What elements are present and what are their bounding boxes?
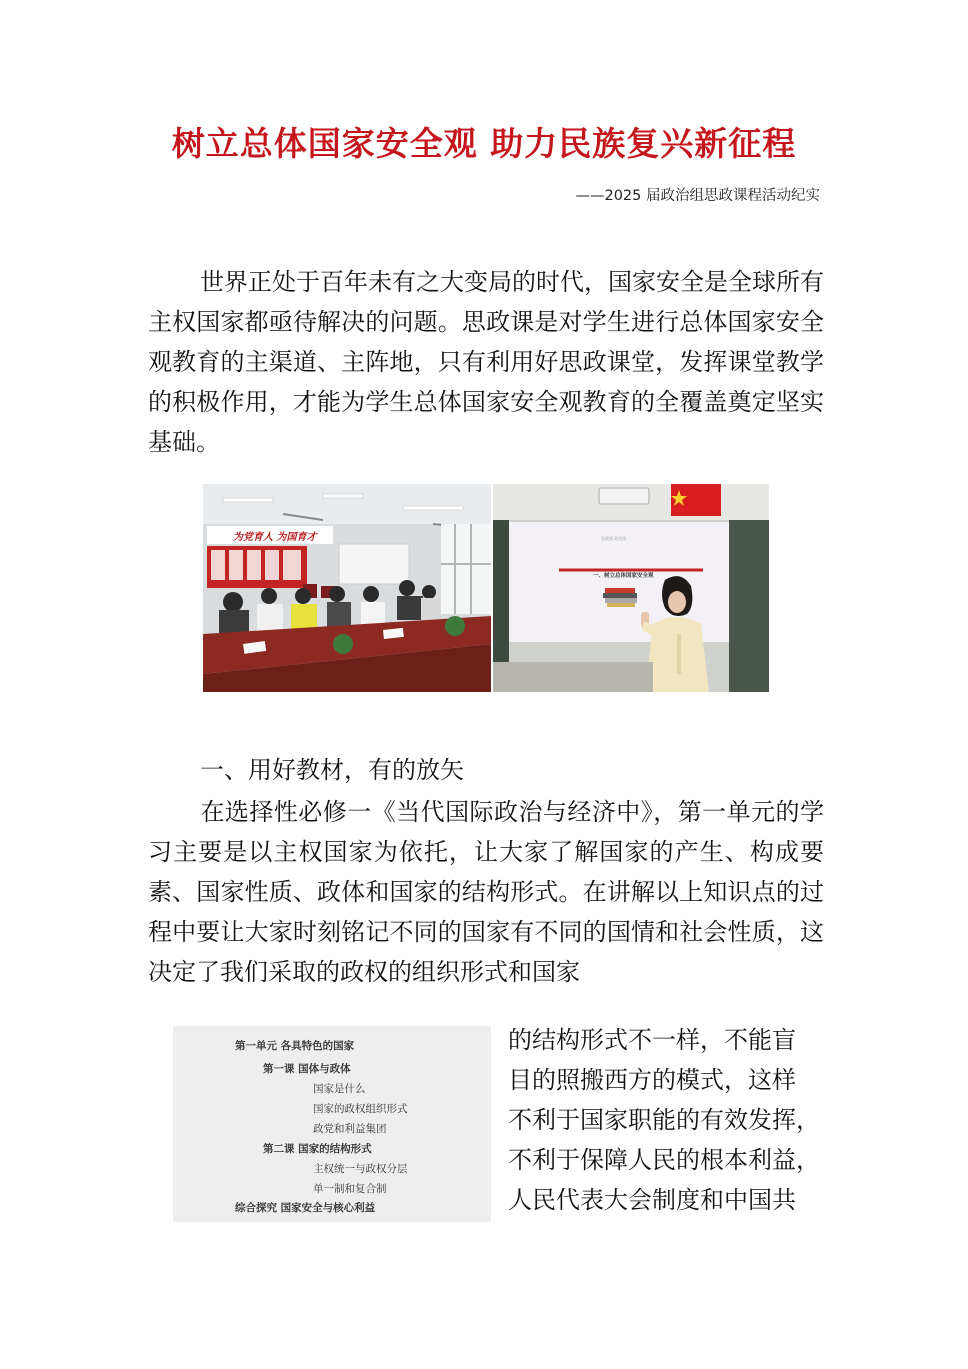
classroom-meeting-photo bbox=[203, 484, 491, 692]
toc-row: 单一制和复合制 bbox=[313, 1183, 387, 1195]
wrapped-line: 不利于国家职能的有效发挥， bbox=[508, 1106, 820, 1134]
page-title: 树立总体国家安全观 助力民族复兴新征程 bbox=[171, 124, 797, 163]
teacher-presentation-photo bbox=[493, 484, 769, 692]
slide-title-text: 一、树立总体国家安全观 bbox=[593, 573, 654, 579]
toc-row: 第一单元 各具特色的国家 bbox=[235, 1040, 355, 1052]
toc-row: 主权统一与政权分层 bbox=[313, 1163, 408, 1175]
wrapped-paragraph bbox=[508, 1020, 826, 1220]
textbook-toc-image bbox=[173, 1026, 491, 1222]
wall-banner-text: 为党育人 为国育才 bbox=[233, 532, 317, 543]
toc-row: 第二课 国家的结构形式 bbox=[263, 1143, 372, 1155]
toc-row: 第一课 国体与政体 bbox=[263, 1063, 351, 1075]
intro-text: 世界正处于百年未有之大变局的时代，国家安全是全球所有主权国家都亟待解决的问题。思政课是对学生进行总体国家安全观教育的主渠道、主阵地，只有利用好思政课堂，发挥课堂教学的积极作用，才能为学生总体国家安全观教育的全覆盖奠定坚实基础。 bbox=[148, 268, 824, 456]
page-subtitle: ——2025 届政治组思政课程活动纪实 bbox=[575, 188, 820, 204]
section1-text: 在选择性必修一《当代国际政治与经济中》，第一单元的学习主要是以主权国家为依托，让大家了解国家的产生、构成要素、国家性质、政体和国家的结构形式。在讲解以上知识点的过程中要让大家时刻铭记不同的国家有不同的国情和社会性质，这决定了我们采取的政权的组织形式和国家 bbox=[148, 798, 824, 986]
wrapped-line: 不利于保障人民的根本利益， bbox=[508, 1146, 820, 1174]
slide-header-text: 思政课 政治组 bbox=[601, 536, 627, 541]
section1-paragraph bbox=[148, 792, 824, 992]
section-heading: 一、用好教材，有的放矢 bbox=[200, 756, 464, 784]
toc-row: 国家的政权组织形式 bbox=[313, 1103, 408, 1115]
intro-paragraph bbox=[148, 262, 824, 462]
toc-row: 综合探究 国家安全与核心利益 bbox=[235, 1202, 376, 1214]
wrapped-line: 目的照搬西方的模式，这样 bbox=[508, 1066, 796, 1094]
toc-row: 政党和利益集团 bbox=[313, 1123, 387, 1135]
toc-row: 国家是什么 bbox=[313, 1083, 366, 1095]
wrapped-line: 人民代表大会制度和中国共 bbox=[508, 1186, 796, 1214]
wrapped-line: 的结构形式不一样，不能盲 bbox=[508, 1026, 796, 1054]
